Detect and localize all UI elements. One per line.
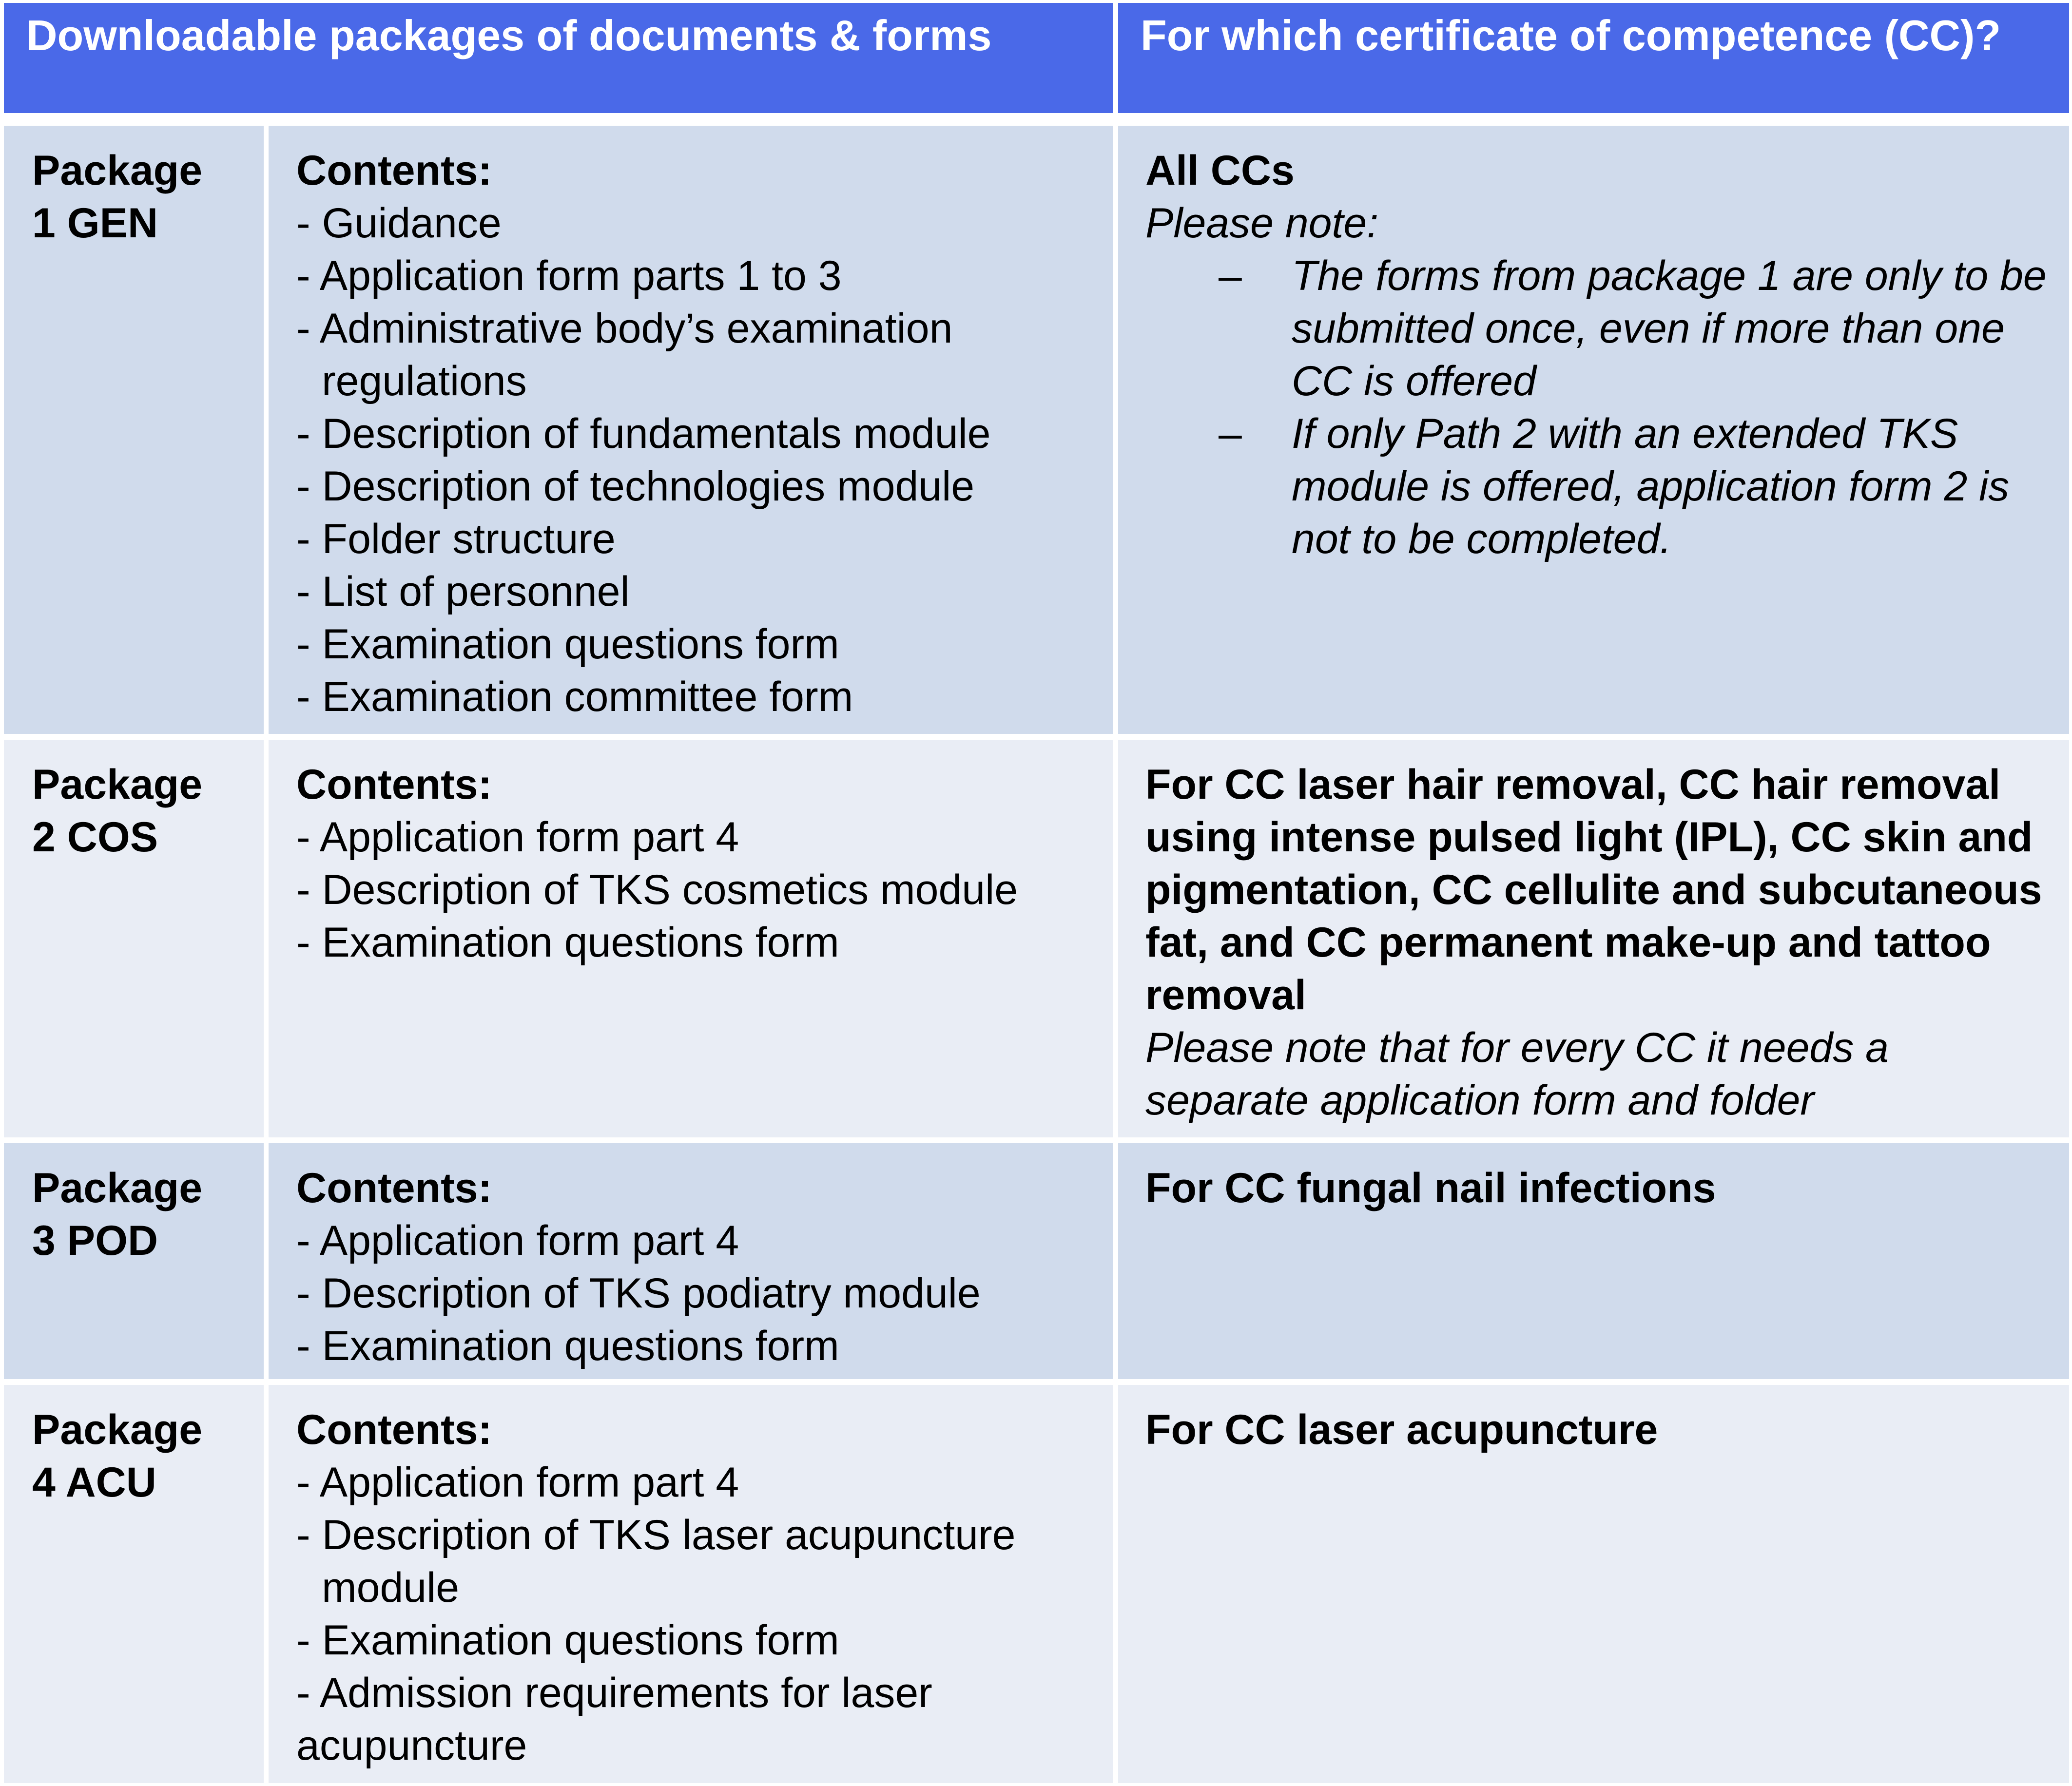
contents-item: - List of personnel <box>296 568 630 615</box>
certificate-title: All CCs <box>1145 147 1295 194</box>
contents-item: - Examination questions form <box>296 1323 839 1369</box>
package-3-certificate <box>1118 1143 2069 1379</box>
contents-item: - Application form part 4 <box>296 1459 739 1506</box>
package-4-name <box>4 1385 264 1783</box>
package-1-certificate <box>1118 126 2069 734</box>
contents-item: - Guidance <box>296 200 502 247</box>
package-2-name <box>4 740 264 1137</box>
certificate-title: For CC laser acupuncture <box>1145 1406 1658 1453</box>
package-4-contents <box>269 1385 1113 1783</box>
package-2-contents <box>269 740 1113 1137</box>
certificate-title: For CC laser hair removal, CC hair removal using intense pulsed light (IPL), CC skin and pigmentation, CC cellulite and subcutaneous fat, and CC permanent make-up and tattoo removal <box>1145 761 2042 1018</box>
contents-label: Contents: <box>296 147 492 194</box>
dash-bullet: – <box>1219 252 1242 299</box>
contents-item: - Application form part 4 <box>296 1217 739 1264</box>
package-code: 3 POD <box>32 1217 158 1264</box>
contents-item: - Description of TKS podiatry module <box>296 1270 981 1317</box>
contents-label: Contents: <box>296 1165 492 1211</box>
certificate-note-text: The forms from package 1 are only to be submitted once, even if more than one CC is offered <box>1292 252 2047 404</box>
contents-item: - Examination questions form <box>296 621 839 668</box>
package-code: 2 COS <box>32 814 158 861</box>
contents-item: - Description of technologies module <box>296 463 975 510</box>
certificate-note-text: If only Path 2 with an extended TKS module is offered, application form 2 is not to be completed. <box>1292 410 2010 562</box>
contents-item: - Folder structure <box>296 516 616 562</box>
header-packages: Downloadable packages of documents & forms <box>4 3 1113 113</box>
package-3-name <box>4 1143 264 1379</box>
certificate-note-item <box>1219 407 2054 565</box>
certificate-notes-list <box>1145 250 2054 565</box>
package-name-line: Package <box>32 147 203 194</box>
certificate-title: For CC fungal nail infections <box>1145 1165 1716 1211</box>
package-1-contents <box>269 126 1113 734</box>
contents-item: - Description of TKS cosmetics module <box>296 866 1018 913</box>
package-code: 4 ACU <box>32 1459 156 1506</box>
contents-item: - Description of fundamentals module <box>296 410 991 457</box>
dash-bullet: – <box>1219 410 1242 457</box>
package-2-certificate <box>1118 740 2069 1137</box>
package-code: 1 GEN <box>32 200 158 247</box>
contents-item: - Examination questions form <box>296 1617 839 1664</box>
package-4-certificate <box>1118 1385 2069 1783</box>
contents-item: - Administrative body’s examination regulations <box>296 305 953 404</box>
package-name-line: Package <box>32 1165 203 1211</box>
package-1-name <box>4 126 264 734</box>
contents-label: Contents: <box>296 1406 492 1453</box>
package-3-contents <box>269 1143 1113 1379</box>
contents-item: - Description of TKS laser acupuncture module <box>296 1512 1016 1611</box>
contents-item: - Application form part 4 <box>296 814 739 861</box>
certificate-note: Please note that for every CC it needs a separate application form and folder <box>1145 1024 1889 1124</box>
contents-item: - Application form parts 1 to 3 <box>296 252 842 299</box>
package-name-line: Package <box>32 761 203 808</box>
contents-item: - Examination questions form <box>296 919 839 966</box>
certificate-note-item <box>1219 250 2054 407</box>
header-certificate: For which certificate of competence (CC)? <box>1118 3 2069 113</box>
certificate-note-label: Please note: <box>1145 200 1379 247</box>
contents-label: Contents: <box>296 761 492 808</box>
contents-item: - Examination committee form <box>296 673 853 720</box>
package-name-line: Package <box>32 1406 203 1453</box>
contents-item: - Admission requirements for laser acupuncture <box>296 1670 932 1769</box>
